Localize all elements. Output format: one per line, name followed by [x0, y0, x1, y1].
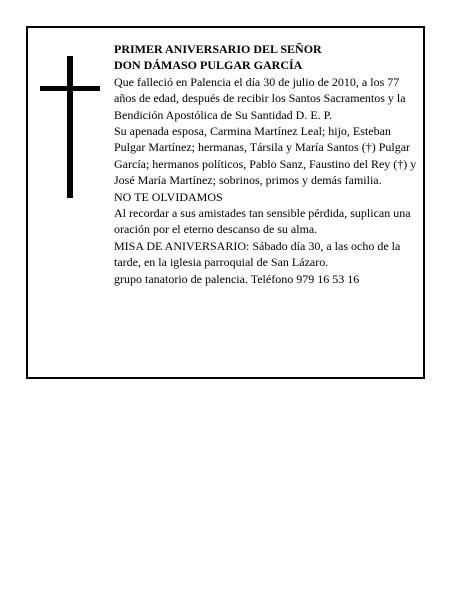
obituary-notice	[26, 26, 425, 379]
family-list: Su apenada esposa, Carmina Martínez Leal; hijo, Esteban Pulgar Martínez; hermanas, Társila y María Santos (†) Pulgar García; hermanos políticos, Pablo Sanz, Faustino del Rey (†) y José María Martínez; sobrinos, primos y demás familia.	[114, 124, 417, 188]
cross-icon	[40, 56, 104, 198]
notice-text	[114, 41, 420, 287]
mass-info: MISA DE ANIVERSARIO: Sábado día 30, a las ocho de la tarde, en la iglesia parroquial de San Lázaro.	[114, 238, 401, 270]
motto: NO TE OLVIDAMOS	[114, 189, 223, 204]
prayer-request: Al recordar a sus amistades tan sensible pérdida, suplican una oración por el eterno descanso de su alma.	[114, 206, 411, 237]
notice-title-line2: DON DÁMASO PULGAR GARCÍA	[114, 58, 303, 73]
death-info: Que falleció en Palencia el día 30 de julio de 2010, a los 77 años de edad, después de recibir los Santos Sacramentos y la Bendición Apostólica de Su Santidad D. E. P.	[114, 74, 406, 122]
notice-title-line1: PRIMER ANIVERSARIO DEL SEÑOR	[114, 42, 322, 56]
funeral-home-footer: grupo tanatorio de palencia. Teléfono 979 16 53 16	[114, 271, 360, 286]
cross-vertical-bar	[67, 56, 73, 198]
cross-horizontal-bar	[40, 86, 100, 91]
